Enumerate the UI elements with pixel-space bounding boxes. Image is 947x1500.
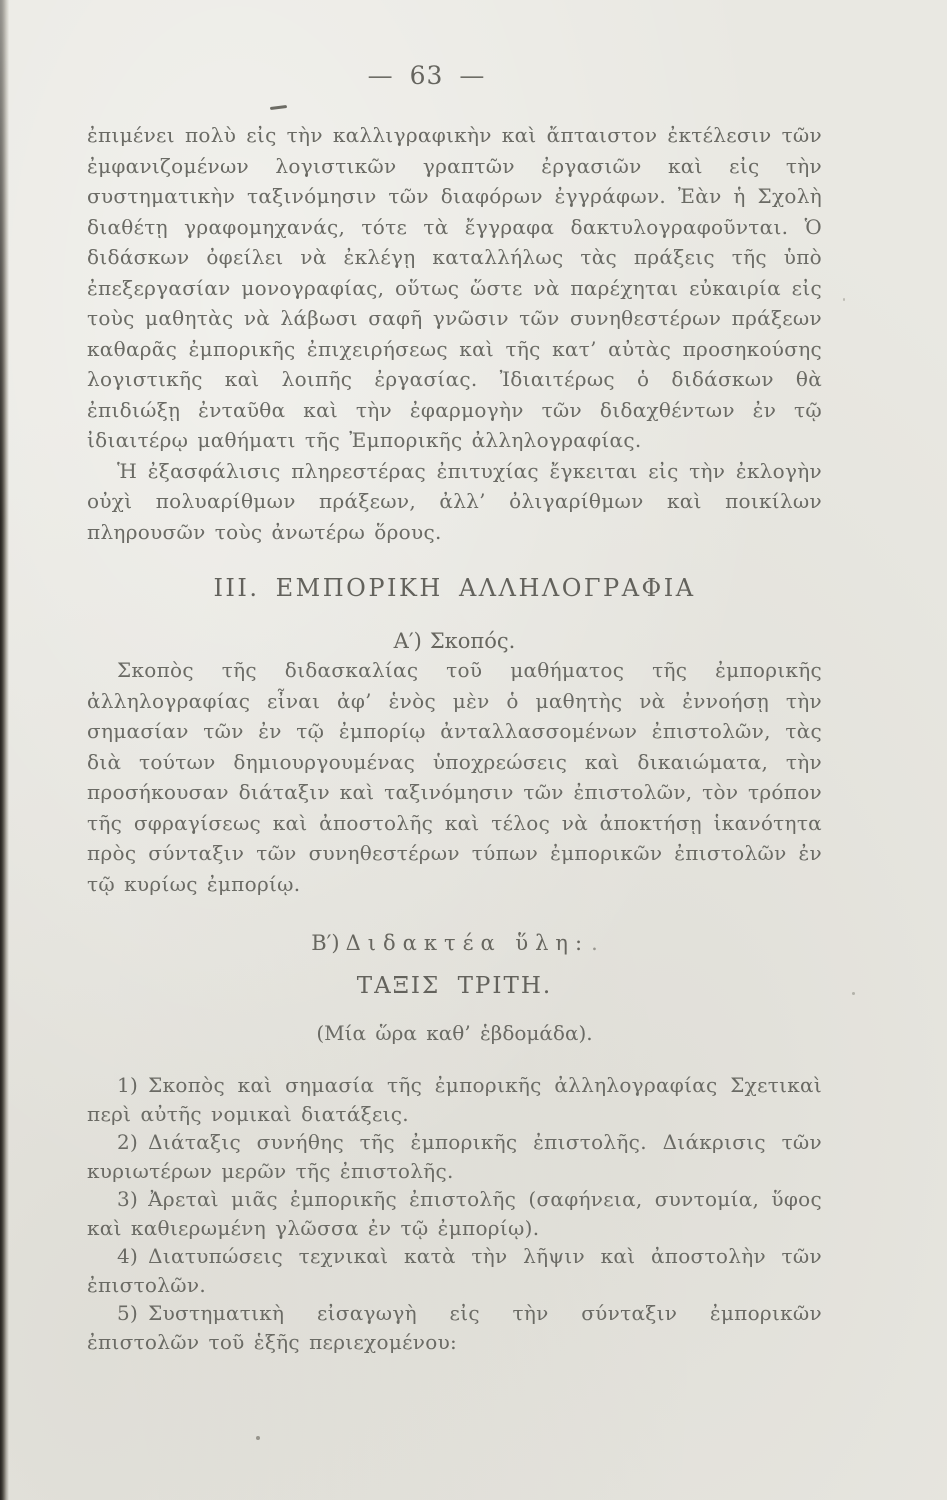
paper-speck xyxy=(852,992,855,995)
subsection-b-label: Β′) xyxy=(311,931,340,955)
syllabus-list xyxy=(87,1071,822,1356)
subsection-a-label: Α′) xyxy=(393,629,422,653)
syllabus-item xyxy=(87,1185,822,1242)
subsection-b-print-artifact: . xyxy=(591,931,598,955)
intro-paragraph-2: Ἡ ἐξασφάλισις πληρεστέρας ἐπιτυχίας ἔγκειται εἰς τὴν ἐκλογὴν οὐχὶ πολυαρίθμων πράξεων, ἀλλ’ ὀλιγαρίθμων καὶ ποικίλων πληρουσῶν τοὺς ἀνωτέρω ὅρους. xyxy=(87,458,822,544)
syllabus-item-text: Ἀρεταὶ μιᾶς ἐμπορικῆς ἐπιστολῆς (σαφήνεια, συντομία, ὕφος καὶ καθιερωμένη γλῶσσα ἐν τῷ ἐμπορίῳ). xyxy=(87,1187,822,1240)
syllabus-item xyxy=(87,1128,822,1185)
weekly-hours-note: (Μία ὥρα καθ’ ἑβδομάδα). xyxy=(316,1021,593,1045)
class-heading-third-grade: ΤΑΞΙΣ ΤΡΙΤΗ. xyxy=(356,973,553,999)
syllabus-item-number: 1) xyxy=(117,1073,139,1097)
syllabus-item-text: Σκοπὸς καὶ σημασία τῆς ἐμπορικῆς ἀλληλογραφίας Σχετικαὶ περὶ αὐτῆς νομικαὶ διατάξεις. xyxy=(87,1073,822,1126)
syllabus-item-text: Διατυπώσεις τεχνικαὶ κατὰ τὴν λῆψιν καὶ ἀποστολὴν τῶν ἐπιστολῶν. xyxy=(87,1244,822,1297)
page-text-column xyxy=(87,0,822,1356)
subsection-b-title: Διδακτέα ὕλη: xyxy=(345,931,590,955)
subsection-a-title: Σκοπός. xyxy=(429,629,516,653)
paper-speck xyxy=(256,1436,260,1440)
subsection-a-heading xyxy=(87,627,822,655)
syllabus-item-number: 4) xyxy=(117,1244,139,1268)
purpose-paragraph: Σκοπὸς τῆς διδασκαλίας τοῦ μαθήματος τῆς ἐμπορικῆς ἀλληλογραφίας εἶναι ἀφ’ ἑνὸς μὲν ὁ μαθητὴς νὰ ἐννοήσῃ τὴν σημασίαν τῶν ἐν τῷ ἐμπορίῳ ἀνταλλασσομένων ἐπιστολῶν, τὰς διὰ τούτων δημιουργουμένας ὑποχρεώσεις καὶ δικαιώματα, τὴν προσήκουσαν διάταξιν καὶ ταξινόμησιν τῶν ἐπιστολῶν, τὸν τρόπον τῆς σφραγίσεως καὶ ἀποστολῆς καὶ τέλος νὰ ἀποκτήσῃ ἱκανότητα πρὸς σύνταξιν τῶν συνηθεστέρων τύπων ἐμπορικῶν ἐπιστολῶν ἐν τῷ κυρίως ἐμπορίῳ. xyxy=(87,658,822,896)
syllabus-item-text: Συστηματικὴ εἰσαγωγὴ εἰς τὴν σύνταξιν ἐμπορικῶν ἐπιστολῶν τοῦ ἑξῆς περιεχομένου: xyxy=(87,1301,822,1354)
subsection-b-heading xyxy=(87,929,822,957)
syllabus-item xyxy=(87,1071,822,1128)
intro-paragraph-1: ἐπιμένει πολὺ εἰς τὴν καλλιγραφικὴν καὶ ἄπταιστον ἐκτέλεσιν τῶν ἐμφανιζομένων λογιστικῶν γραπτῶν ἐργασιῶν καὶ εἰς τὴν συστηματικὴν ταξινόμησιν τῶν διαφόρων ἐγγράφων. Ἐὰν ἡ Σχολὴ διαθέτῃ γραφομηχανάς, τότε τὰ ἔγγραφα δακτυλογραφοῦνται. Ὁ διδάσκων ὀφείλει νὰ ἐκλέγῃ καταλλήλως τὰς πράξεις τῆς ὑπὸ ἐπεξεργασίαν μονογραφίας, οὕτως ὥστε νὰ παρέχηται εὐκαιρία εἰς τοὺς μαθητὰς νὰ λάβωσι σαφῆ γνῶσιν τῶν συνηθεστέρων πράξεων καθαρᾶς ἐμπορικῆς ἐπιχειρήσεως καὶ τῆς κατ’ αὐτὰς προσηκούσης λογιστικῆς καὶ λοιπῆς ἐργασίας. Ἰδιαιτέρως ὁ διδάσκων θὰ ἐπιδιώξῃ ἐνταῦθα καὶ τὴν ἐφαρμογὴν τῶν διδαχθέντων ἐν τῷ ἰδιαιτέρῳ μαθήματι τῆς Ἐμπορικῆς ἀλληλογραφίας. xyxy=(87,123,822,452)
page-number xyxy=(59,60,794,92)
syllabus-item xyxy=(87,1299,822,1356)
syllabus-item-number: 2) xyxy=(117,1130,139,1154)
syllabus-item xyxy=(87,1242,822,1299)
page-number-dash-right: — xyxy=(459,61,486,90)
syllabus-item-text: Διάταξις συνήθης τῆς ἐμπορικῆς ἐπιστολῆς. Διάκρισις τῶν κυριωτέρων μερῶν τῆς ἐπιστολῆς. xyxy=(87,1130,822,1183)
page-number-value: 63 xyxy=(409,61,444,90)
syllabus-item-number: 3) xyxy=(117,1187,139,1211)
section-title-commercial-correspondence: III. ΕΜΠΟΡΙΚΗ ΑΛΛΗΛΟΓΡΑΦΙΑ xyxy=(213,574,696,602)
book-spine-fade xyxy=(0,0,9,520)
page-number-dash-left: — xyxy=(367,61,394,90)
paper-speck xyxy=(843,298,845,301)
syllabus-item-number: 5) xyxy=(117,1301,139,1325)
